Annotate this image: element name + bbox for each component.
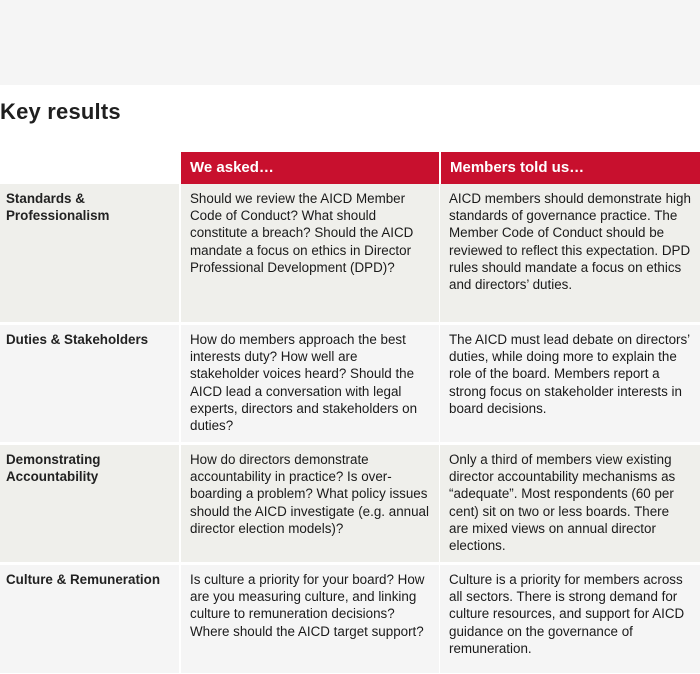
results-table <box>0 152 700 673</box>
header-members-told-us: Members told us… <box>440 152 700 184</box>
asked-cell: Is culture a priority for your board? How are you measuring culture, and linking culture to remuneration decisions? Where should the AICD target support? <box>181 565 439 673</box>
told-cell: Only a third of members view existing director accountability mechanisms as “adequate”. Most respondents (60 per cent) sit on two or less boards. There are mixed views on annual director elections. <box>440 445 700 562</box>
page-title: Key results <box>0 99 121 124</box>
asked-cell: Should we review the AICD Member Code of Conduct? What should constitute a breach? Should the AICD mandate a focus on ethics in Director Professional Development (DPD)? <box>181 184 439 322</box>
header-we-asked: We asked… <box>181 152 439 184</box>
told-cell: Culture is a priority for members across all sectors. There is strong demand for culture resources, and support for AICD guidance on the governance of remuneration. <box>440 565 700 673</box>
row-label: Culture & Remuneration <box>0 565 179 673</box>
row-label: Duties & Stakeholders <box>0 325 179 442</box>
top-band <box>0 0 700 85</box>
row-label: Standards & Professionalism <box>0 184 179 322</box>
asked-cell: How do directors demonstrate accountability in practice? Is over-boarding a problem? What policy issues should the AICD investigate (e.g. annual director election models)? <box>181 445 439 562</box>
asked-cell: How do members approach the best interests duty? How well are stakeholder voices heard? Should the AICD lead a conversation with legal experts, directors and stakeholders on duties? <box>181 325 439 442</box>
told-cell: The AICD must lead debate on directors’ duties, while doing more to explain the role of the board. Members report a strong focus on stakeholder interests in board decisions. <box>440 325 700 442</box>
header-blank-cell <box>0 152 179 184</box>
told-cell: AICD members should demonstrate high standards of governance practice. The Member Code of Conduct should be reviewed to reflect this expectation. DPD rules should mandate a focus on ethics and directors’ duties. <box>440 184 700 322</box>
row-label: Demonstrating Accountability <box>0 445 179 562</box>
